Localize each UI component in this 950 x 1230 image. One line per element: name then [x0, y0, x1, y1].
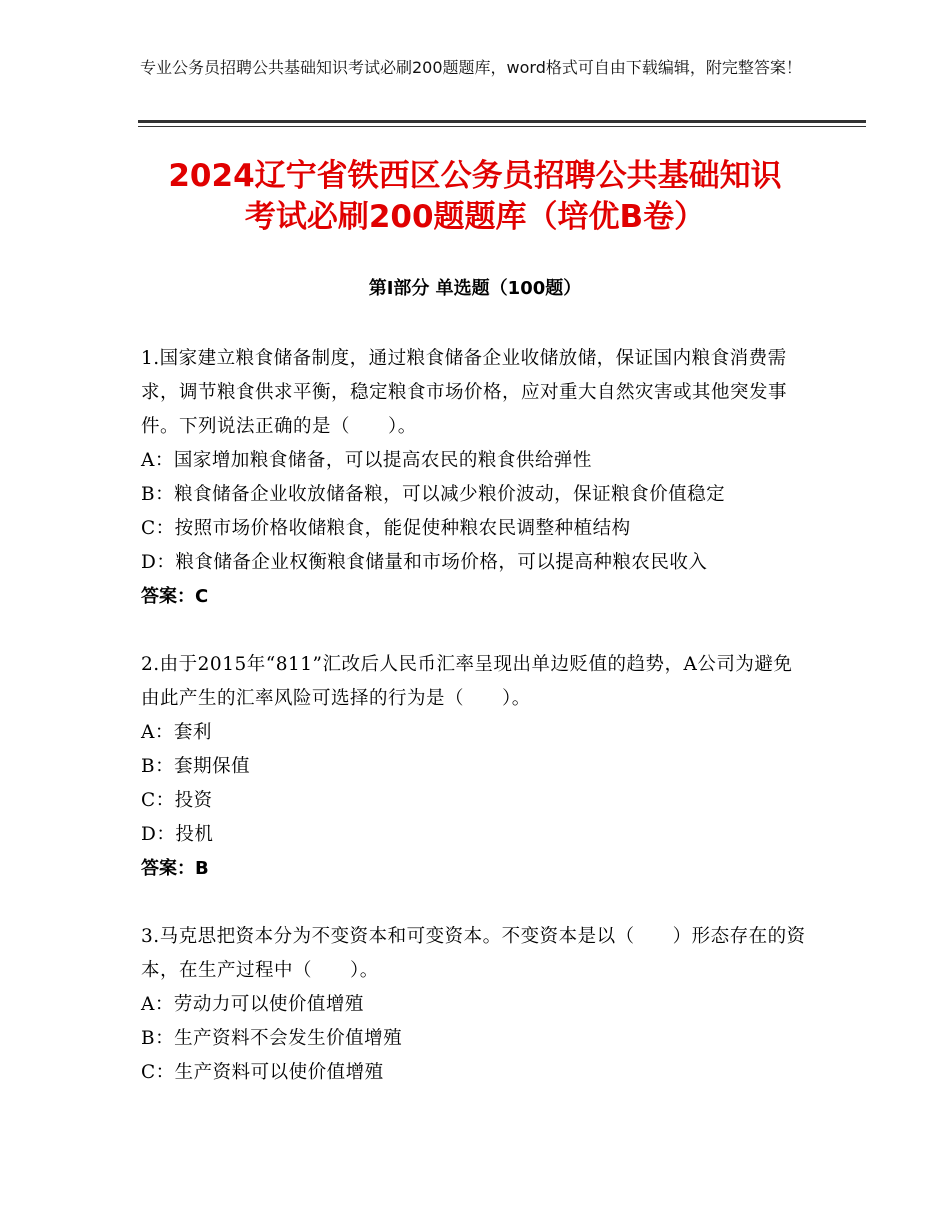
title-line-2: 考试必刷200题题库（培优B卷）: [244, 199, 706, 235]
answer: 答案：B: [141, 858, 209, 879]
option-a: A：国家增加粮食储备，可以提高农民的粮食供给弹性: [141, 450, 592, 471]
header-divider-thin: [138, 126, 866, 127]
title-line-1: 2024辽宁省铁西区公务员招聘公共基础知识: [168, 158, 782, 194]
option-c: C：投资: [141, 790, 213, 811]
question-1: [141, 342, 811, 614]
option-c: C：生产资料可以使价值增殖: [141, 1062, 384, 1083]
option-b: B：生产资料不会发生价值增殖: [141, 1028, 403, 1049]
option-c: C：按照市场价格收储粮食，能促使种粮农民调整种植结构: [141, 518, 631, 539]
question-text: 3.马克思把资本分为不变资本和可变资本。不变资本是以（ ）形态存在的资本，在生产过程中（ ）。: [141, 926, 806, 981]
question-3: [141, 920, 811, 1090]
answer: 答案：C: [141, 586, 209, 607]
option-b: B：套期保值: [141, 756, 251, 777]
option-a: A：劳动力可以使价值增殖: [141, 994, 364, 1015]
question-text: 2.由于2015年“811”汇改后人民币汇率呈现出单边贬值的趋势，A公司为避免由此产生的汇率风险可选择的行为是（ ）。: [141, 654, 793, 709]
question-text: 1.国家建立粮食储备制度，通过粮食储备企业收储放储，保证国内粮食消费需求，调节粮食供求平衡，稳定粮食市场价格，应对重大自然灾害或其他突发事件。下列说法正确的是（ ）。: [141, 348, 788, 437]
document-title: [100, 156, 850, 238]
section-title: 第Ⅰ部分 单选题（100题）: [368, 278, 582, 299]
option-d: D：粮食储备企业权衡粮食储量和市场价格，可以提高种粮农民收入: [141, 552, 708, 573]
question-list: [141, 342, 811, 1124]
option-b: B：粮食储备企业收放储备粮，可以减少粮价波动，保证粮食价值稳定: [141, 484, 726, 505]
question-2: [141, 648, 811, 886]
header-divider-thick: [138, 120, 866, 123]
option-d: D：投机: [141, 824, 214, 845]
option-a: A：套利: [141, 722, 212, 743]
header-note: 专业公务员招聘公共基础知识考试必刷200题题库，word格式可自由下载编辑，附完整答案！: [140, 58, 802, 77]
